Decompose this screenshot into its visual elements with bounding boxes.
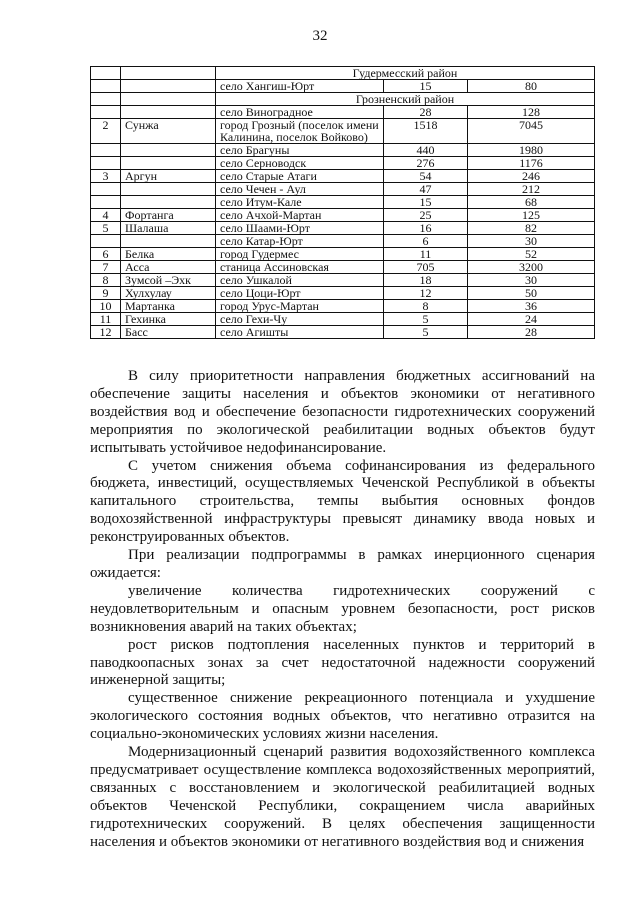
value-a-cell: 11	[384, 248, 468, 261]
settlement-cell: село Чечен - Аул	[216, 183, 384, 196]
river-cell	[121, 144, 216, 157]
table-row	[91, 119, 595, 144]
settlement-cell: станица Ассиновская	[216, 261, 384, 274]
value-a-cell: 440	[384, 144, 468, 157]
value-b-cell: 30	[468, 274, 595, 287]
value-b-cell: 52	[468, 248, 595, 261]
value-a-cell: 705	[384, 261, 468, 274]
row-number-cell	[91, 93, 121, 106]
value-a-cell: 6	[384, 235, 468, 248]
paragraph: Модернизационный сценарий развития водохозяйственного комплекса предусматривает осуществление комплекса водохозяйственных мероприятий, связанных с восстановлением и экологической реабилитацией водных объектов Чеченской Республики, сокращением числа аварийных гидротехнических сооружений. В целях обеспечения защищенности населения и объектов экономики от негативного воздействия вод и снижения	[90, 744, 595, 850]
settlement-cell: село Ачхой-Мартан	[216, 209, 384, 222]
row-number-cell: 2	[91, 119, 121, 144]
value-b-cell: 125	[468, 209, 595, 222]
row-number-cell: 10	[91, 300, 121, 313]
settlement-cell: село Старые Атаги	[216, 170, 384, 183]
table-row	[91, 183, 595, 196]
value-a-cell: 25	[384, 209, 468, 222]
settlement-cell: город Грозный (поселок имени Калинина, поселок Войково)	[216, 119, 384, 144]
value-a-cell: 5	[384, 313, 468, 326]
settlement-cell: село Итум-Кале	[216, 196, 384, 209]
table-row	[91, 248, 595, 261]
table-row	[91, 157, 595, 170]
table-row	[91, 235, 595, 248]
district-row	[91, 93, 595, 106]
paragraph: В силу приоритетности направления бюджетных ассигнований на обеспечение защиты населения и объектов экономики от негативного воздействия вод и обеспечение безопасности гидротехнических сооружений мероприятия по экологической реабилитации водных объектов будут испытывать устойчивое недофинансирование.	[90, 368, 595, 456]
river-cell: Сунжа	[121, 119, 216, 144]
value-b-cell: 128	[468, 106, 595, 119]
value-b-cell: 1176	[468, 157, 595, 170]
river-cell: Мартанка	[121, 300, 216, 313]
row-number-cell: 8	[91, 274, 121, 287]
settlement-cell: село Серноводск	[216, 157, 384, 170]
row-number-cell	[91, 106, 121, 119]
page-number: 32	[312, 28, 328, 44]
river-cell	[121, 67, 216, 80]
settlement-cell: село Шаами-Юрт	[216, 222, 384, 235]
row-number-cell: 6	[91, 248, 121, 261]
row-number-cell: 9	[91, 287, 121, 300]
value-b-cell: 3200	[468, 261, 595, 274]
value-a-cell: 28	[384, 106, 468, 119]
value-a-cell: 16	[384, 222, 468, 235]
table-row	[91, 170, 595, 183]
paragraph: существенное снижение рекреационного потенциала и ухудшение экологического состояния водных объектов, что негативно отразится на социально-экономических условиях жизни населения.	[90, 690, 595, 743]
district-header-cell: Гудермесский район	[216, 67, 595, 80]
table-row	[91, 222, 595, 235]
river-cell: Басс	[121, 326, 216, 339]
value-b-cell: 246	[468, 170, 595, 183]
settlement-cell: село Гехи-Чу	[216, 313, 384, 326]
row-number-cell	[91, 235, 121, 248]
row-number-cell	[91, 144, 121, 157]
value-a-cell: 15	[384, 80, 468, 93]
table-row	[91, 261, 595, 274]
river-cell	[121, 93, 216, 106]
value-a-cell: 18	[384, 274, 468, 287]
table-row	[91, 106, 595, 119]
settlement-cell: село Агишты	[216, 326, 384, 339]
value-b-cell: 212	[468, 183, 595, 196]
table-row	[91, 287, 595, 300]
row-number-cell: 4	[91, 209, 121, 222]
row-number-cell	[91, 157, 121, 170]
table-row	[91, 313, 595, 326]
row-number-cell: 5	[91, 222, 121, 235]
river-cell: Гехинка	[121, 313, 216, 326]
river-cell: Белка	[121, 248, 216, 261]
row-number-cell: 12	[91, 326, 121, 339]
paragraph: При реализации подпрограммы в рамках инерционного сценария ожидается:	[90, 547, 595, 581]
table-row	[91, 274, 595, 287]
table-row	[91, 326, 595, 339]
paragraph: С учетом снижения объема софинансирования из федерального бюджета, инвестиций, осуществляемых Чеченской Республикой в объекты капитального строительства, темпы выбытия основных фондов водохозяйственной инфраструктуры превысят динамику ввода новых и реконструированных объектов.	[90, 457, 595, 546]
paragraph: увеличение количества гидротехнических сооружений с неудовлетворительным и опасным уровнем безопасности, рост рисков возникновения аварий на таких объектах;	[90, 582, 595, 635]
value-a-cell: 12	[384, 287, 468, 300]
river-cell	[121, 80, 216, 93]
river-cell: Шалаша	[121, 222, 216, 235]
value-a-cell: 5	[384, 326, 468, 339]
table-row	[91, 144, 595, 157]
row-number-cell: 7	[91, 261, 121, 274]
value-b-cell: 7045	[468, 119, 595, 144]
paragraph: рост рисков подтопления населенных пунктов и территорий в паводкоопасных зонах за счет недостаточной надежности сооружений инженерной защиты;	[90, 636, 595, 689]
district-header-cell: Грозненский район	[216, 93, 595, 106]
row-number-cell	[91, 67, 121, 80]
value-b-cell: 24	[468, 313, 595, 326]
table-row	[91, 196, 595, 209]
body-text	[90, 368, 595, 851]
settlement-cell: село Катар-Юрт	[216, 235, 384, 248]
row-number-cell	[91, 80, 121, 93]
table-row	[91, 300, 595, 313]
row-number-cell: 11	[91, 313, 121, 326]
river-cell	[121, 235, 216, 248]
river-cell: Хулхулау	[121, 287, 216, 300]
river-cell	[121, 106, 216, 119]
value-b-cell: 68	[468, 196, 595, 209]
value-a-cell: 8	[384, 300, 468, 313]
value-b-cell: 30	[468, 235, 595, 248]
value-b-cell: 28	[468, 326, 595, 339]
settlements-table	[90, 66, 595, 339]
settlement-cell: село Ушкалой	[216, 274, 384, 287]
settlement-cell: село Виноградное	[216, 106, 384, 119]
river-cell: Зумсой –Эхк	[121, 274, 216, 287]
value-b-cell: 36	[468, 300, 595, 313]
value-a-cell: 15	[384, 196, 468, 209]
table-row	[91, 209, 595, 222]
table-row	[91, 80, 595, 93]
settlement-cell: село Брагуны	[216, 144, 384, 157]
settlement-cell: село Хангиш-Юрт	[216, 80, 384, 93]
river-cell	[121, 196, 216, 209]
river-cell: Фортанга	[121, 209, 216, 222]
district-row	[91, 67, 595, 80]
settlement-cell: город Гудермес	[216, 248, 384, 261]
row-number-cell	[91, 196, 121, 209]
settlement-cell: село Цоци-Юрт	[216, 287, 384, 300]
row-number-cell	[91, 183, 121, 196]
value-a-cell: 47	[384, 183, 468, 196]
river-cell	[121, 183, 216, 196]
value-b-cell: 82	[468, 222, 595, 235]
value-a-cell: 54	[384, 170, 468, 183]
value-a-cell: 1518	[384, 119, 468, 144]
river-cell	[121, 157, 216, 170]
river-cell: Асса	[121, 261, 216, 274]
river-cell: Аргун	[121, 170, 216, 183]
value-b-cell: 50	[468, 287, 595, 300]
settlement-cell: город Урус-Мартан	[216, 300, 384, 313]
row-number-cell: 3	[91, 170, 121, 183]
value-b-cell: 1980	[468, 144, 595, 157]
value-a-cell: 276	[384, 157, 468, 170]
value-b-cell: 80	[468, 80, 595, 93]
